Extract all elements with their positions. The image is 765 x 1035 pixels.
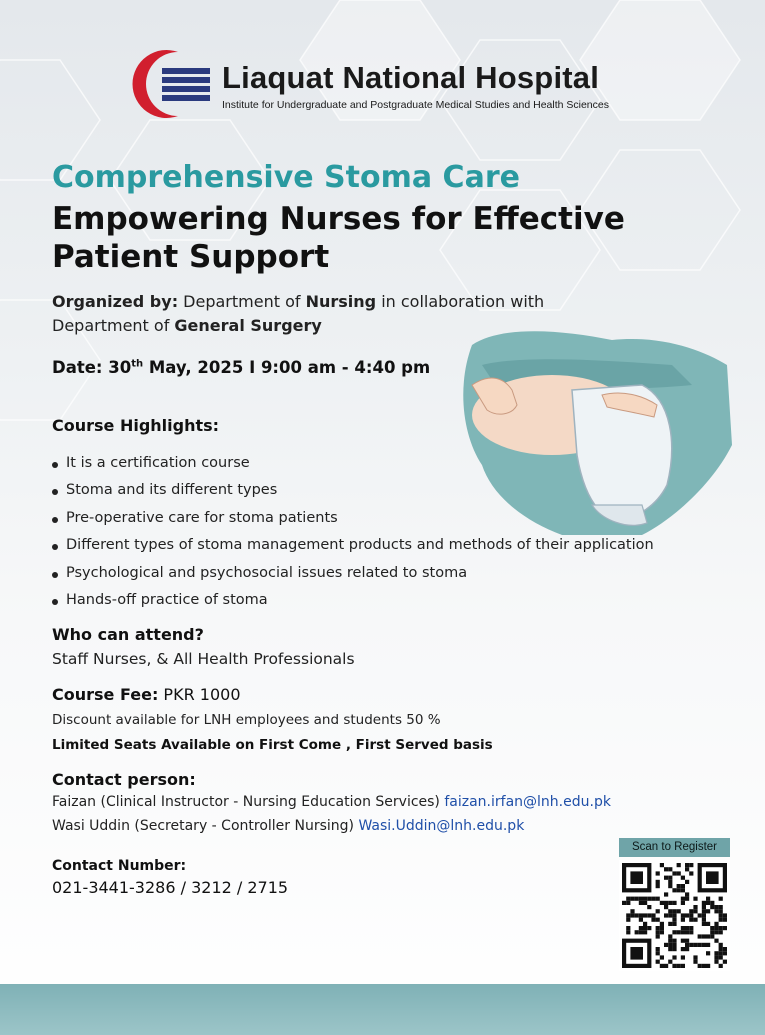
organizer-dept-surgery: General Surgery	[174, 316, 322, 335]
highlights-heading: Course Highlights:	[52, 416, 220, 435]
organizer-text2: in collaboration with Department of	[52, 292, 545, 335]
register-qr-code[interactable]	[619, 860, 730, 971]
hospital-subtitle: Institute for Undergraduate and Postgraduate Medical Studies and Health Sciences	[222, 99, 609, 111]
course-title: Comprehensive Stoma Care	[52, 160, 520, 195]
contact-person-2-name: Wasi Uddin (Secretary - Controller Nursing)	[52, 818, 359, 834]
list-item: Different types of stoma management products and methods of their application	[50, 532, 654, 559]
contact-person-1	[52, 794, 611, 810]
date-rest: May, 2025 I 9:00 am - 4:40 pm	[143, 358, 431, 377]
scan-to-register-label: Scan to Register	[619, 838, 730, 857]
event-date	[52, 358, 430, 377]
hospital-logo	[118, 46, 220, 122]
audience-heading: Who can attend?	[52, 625, 204, 644]
organizer-dept-nursing: Nursing	[305, 292, 377, 311]
list-item: Stoma and its different types	[50, 477, 654, 504]
contact-person-1-name: Faizan (Clinical Instructor - Nursing Education Services)	[52, 794, 445, 810]
contact-email-2-link[interactable]: Wasi.Uddin@lnh.edu.pk	[358, 818, 525, 834]
date-label: Date: 30	[52, 358, 132, 377]
course-fee	[52, 685, 241, 704]
contact-person-2	[52, 818, 524, 834]
contact-number-label: Contact Number:	[52, 858, 187, 874]
highlights-list	[50, 450, 654, 614]
seats-note: Limited Seats Available on First Come , First Served basis	[52, 737, 493, 753]
list-item: Hands-off practice of stoma	[50, 587, 654, 614]
contact-email-1-link[interactable]: faizan.irfan@lnh.edu.pk	[444, 794, 611, 810]
footer-bar	[0, 984, 765, 1035]
audience-value: Staff Nurses, & All Health Professionals	[52, 650, 355, 668]
contact-heading: Contact person:	[52, 770, 196, 789]
contact-number: 021-3441-3286 / 3212 / 2715	[52, 878, 289, 897]
list-item: Psychological and psychosocial issues related to stoma	[50, 560, 654, 587]
qr-code-icon	[619, 860, 730, 971]
hospital-name: Liaquat National Hospital	[222, 60, 600, 95]
discount-note: Discount available for LNH employees and students 50 %	[52, 712, 441, 728]
organizer-label: Organized by:	[52, 292, 179, 311]
course-subtitle: Empowering Nurses for Effective Patient Support	[52, 201, 625, 275]
date-ordinal: th	[131, 358, 144, 370]
fee-label: Course Fee:	[52, 685, 159, 704]
fee-value: PKR 1000	[158, 685, 241, 704]
list-item: Pre-operative care for stoma patients	[50, 505, 654, 532]
organizer-text1: Department of	[178, 292, 306, 311]
list-item: It is a certification course	[50, 450, 654, 477]
